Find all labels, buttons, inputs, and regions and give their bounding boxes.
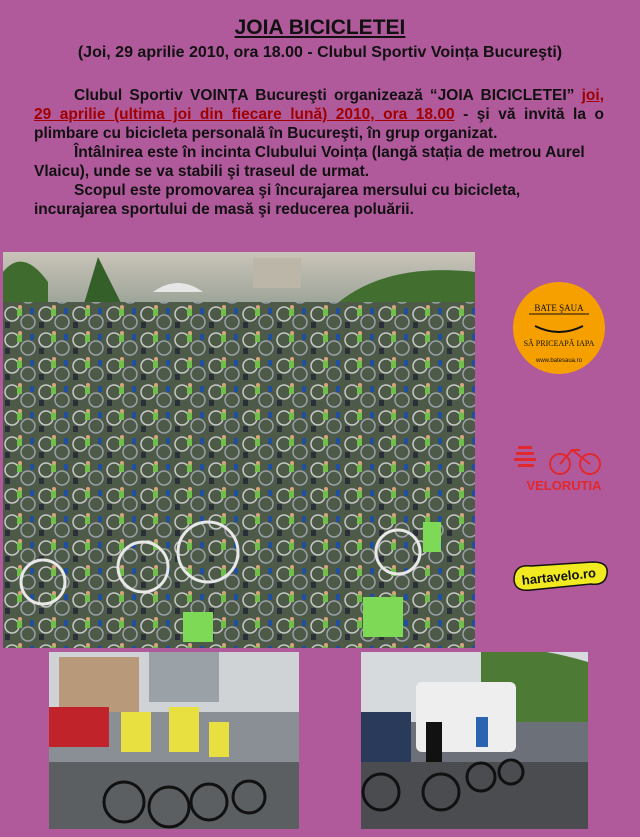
street-photo-left — [49, 652, 299, 829]
bate-saua-line1: BATE ŞAUA — [534, 303, 584, 313]
invitation-end: - şi vă invită la o plimbare cu bicicleta personală în Bucureşti, în grup organizat. — [34, 106, 604, 142]
event-subtitle: (Joi, 29 aprilie 2010, ora 18.00 - Clubul Sportiv Voința Bucureşti) — [77, 44, 563, 61]
street-photo-right — [361, 652, 588, 829]
paragraph-invitation — [34, 86, 604, 143]
velorutia-text: VELORUTIA — [526, 478, 602, 493]
page-title: JOIA BICICLETEI — [234, 16, 406, 39]
hartavelo-logo — [511, 556, 611, 596]
hartavelo-text: hartavelo.ro — [521, 565, 597, 588]
event-date-highlight: joi, 29 aprilie (ultima joi din fiecare lună) 2010, ora 18.00 — [34, 87, 604, 123]
invitation-start: Clubul Sportiv VOINȚA Bucureşti organizează “JOIA BICICLETEI” — [74, 87, 582, 104]
velorutia-logo — [510, 438, 610, 498]
body-text — [34, 86, 604, 219]
bate-saua-url: www.batesaua.ro — [535, 358, 583, 364]
paragraph-purpose: Scopul este promovarea şi încurajarea mersului cu bicicleta, incurajarea sportului de masă şi reducerea poluării. — [34, 182, 521, 218]
paragraph-meeting: Întâlnirea este în incinta Clubului Voința (langă stația de metrou Aurel Vlaicu), unde se va stabili şi traseul de urmat. — [34, 144, 585, 180]
bate-saua-logo — [511, 280, 607, 376]
bate-saua-line2: SĂ PRICEAPĂ IAPA — [523, 339, 595, 348]
crowd-photo — [3, 252, 475, 648]
